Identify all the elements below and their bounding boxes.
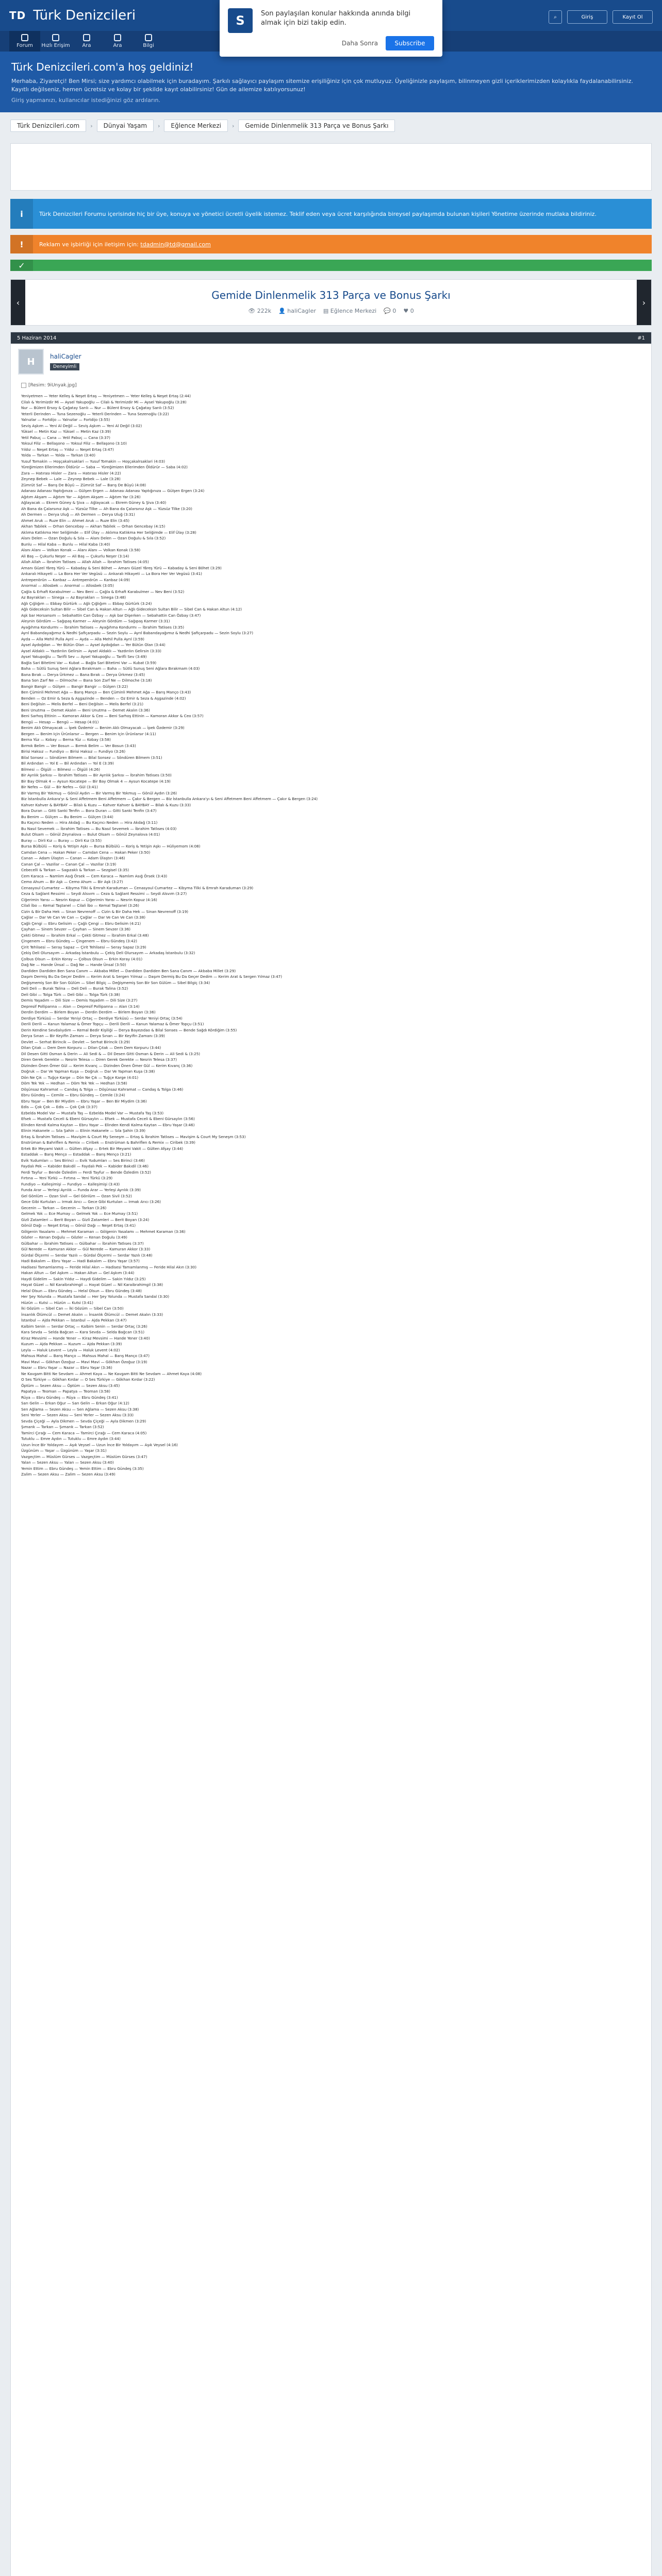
list-item: Vazgeçtim — Müslüm Gürses — Vazgeçtim — Müslüm Gürses (3:47) bbox=[21, 1454, 147, 1459]
topic-author[interactable]: 👤 haliCagler bbox=[278, 308, 316, 314]
list-item: Yeterli Derinden — Tuna Sezenoğlu — Yeterli Derinden — Tuna Sezenoğlu (3:22) bbox=[21, 411, 169, 416]
list-item: Akhan Tabilek — Orhan Gencebay — Akhan Tabilek — Orhan Gencebay (4:15) bbox=[21, 524, 166, 529]
list-item: Funda Arar — Yerleşi Ayrılık — Funda Arar — Yerleşi Ayrılık (3:39) bbox=[21, 1188, 141, 1192]
list-item: Kiraz Mevsimi — Hande Yener — Kiraz Mevsimi — Hande Yener (3:40) bbox=[21, 1335, 150, 1341]
breadcrumb bbox=[0, 112, 662, 139]
list-item: Dizinden Önen Ömer Gül — Kerim Kıvanç — Dizinden Önen Ömer Gül — Kerim Kıvanç (3:36) bbox=[21, 1063, 193, 1068]
list-item: Hakan Altun — Gel Aşkım — Hakan Altun — Gel Aşkım (3:44) bbox=[21, 1270, 135, 1275]
list-item: Estaddak — Barış Menço — Estaddak — Barış Menço (3:21) bbox=[21, 1152, 131, 1157]
list-item: Haydi Gidelim — Sakin Yıldız — Haydi Gidelim — Sakin Yıldız (3:25) bbox=[21, 1276, 146, 1281]
list-item: Bilal Sonsez — Söndüren Bilmem — Bilal Sonsez — Söndüren Bilmem (3:51) bbox=[21, 755, 162, 760]
nav-label: Bilgi bbox=[143, 43, 154, 48]
topic-category-name: Eğlence Merkezi bbox=[330, 308, 377, 314]
replies-count: 💬 0 bbox=[384, 308, 396, 314]
list-item: Yoksul Filiz — Bellaşono — Yoksul Filiz — Bellaşono (3:10) bbox=[21, 441, 127, 446]
list-item: Gece Gibi Kurtulan — Irmak Arıcı — Gece Gibi Kurtulan — Irmak Arıcı (3:26) bbox=[21, 1199, 161, 1204]
list-item: Mahsus Mahal — Barış Manço — Mahsus Mahal — Barış Manço (3:47) bbox=[21, 1353, 150, 1358]
list-item: Ne Kavgam Bitti Ne Sevdam — Ahmet Kaya — Ne Kavgam Bitti Ne Sevdam — Ahmet Kaya (4:08) bbox=[21, 1371, 202, 1376]
list-item: Nazar — Ebru Yaşar — Nazar — Ebru Yaşar (3:36) bbox=[21, 1365, 112, 1370]
list-item: Deli Deli — Burak Talina — Deli Deli — Burak Talina (3:52) bbox=[21, 986, 128, 991]
info-alert-text: Türk Denizcileri Forumu içerisinde hiç bir üye, konuya ve yönetici ücretli üyelik istemez. Teklif eden veya ücret karşılığında bireysel paylaşımda bulunan kişileri Yönetime üzerinde mutlaka bildiriniz. bbox=[39, 210, 597, 217]
breadcrumb-forum[interactable]: Eğlence Merkezi bbox=[164, 120, 228, 132]
list-item: Yalnızlar — Fortdijo — Yalnızlar — Fortdijo (3:55) bbox=[21, 417, 110, 422]
list-item: Aysel Aydoğdan — Yer Bütün Olan — Aysel Aydoğdan — Yer Bütün Olan (3:44) bbox=[21, 642, 166, 647]
list-item: Seviş Aşkım — Yeni Al Değil — Seviş Aşkım — Yeni Al Değil (3:02) bbox=[21, 423, 142, 428]
list-item: Hüzün — Kutsi — Hüzün — Kutsi (3:41) bbox=[21, 1300, 93, 1305]
views-count: 👁 222k bbox=[248, 308, 272, 314]
list-item: Elinin Hakanele — Sıla Şahin — Elinin Hakanele — Sıla Şahin (3:39) bbox=[21, 1128, 146, 1133]
list-item: Yetil Pabuç — Cana — Yetil Pabuç — Cana (3:37) bbox=[21, 435, 110, 440]
post-body bbox=[11, 380, 651, 1478]
list-item: Gölgenin Yasalamı — Mehmet Karaman — Gölgenin Yasalamı — Mehmet Karaman (3:36) bbox=[21, 1229, 186, 1234]
list-item: Papatya — Teoman — Papatya — Teoman (3:58) bbox=[21, 1389, 110, 1394]
list-item: Gizli Zatamleri — Berit Boyan — Gizli Zatamleri — Berit Boyan (3:24) bbox=[21, 1217, 150, 1222]
chevron-right-icon: › bbox=[231, 122, 235, 129]
list-item: Aysel Yakupoğlu — Tarifli Sev — Aysel Yakupoğlu — Tarifli Sev (3:49) bbox=[21, 654, 147, 659]
list-item: Benim Aklı Olmayacak — İpek Özdemir — Benim Aklı Olmayacak — İpek Özdemir (3:29) bbox=[21, 725, 185, 730]
welcome-subtext: Giriş yapmanızı, kullanıcılar istediğinizi göz ardıların. bbox=[11, 97, 160, 104]
nav-quick-access[interactable] bbox=[40, 31, 71, 52]
list-item: Cemo Ahum — Bir Aşk — Cemo Ahum — Bir Aşk (3:27) bbox=[21, 879, 123, 884]
list-item: Canan Çal — Vazıllar — Canan Çal — Vazıllar (3:19) bbox=[21, 861, 117, 867]
list-item: Nur — Bülent Ersoy & Çağatay Sarılı — Nur — Bülent Ersoy & Çağatay Sarılı (3:52) bbox=[21, 405, 174, 410]
list-item: Bana Bırak — Derya Ürkmez — Bana Bırak — Derya Ürkmez (3:45) bbox=[21, 672, 145, 677]
list-item: Baha — Sütlü Sunuş Seni Ağlara Bırakmam — Baha — Sütlü Sunuş Seni Ağlara Bırakmam (4:03) bbox=[21, 666, 200, 671]
ad-slot bbox=[10, 143, 652, 191]
list-item: Camdan Cena — Hakan Peker — Camdan Cena — Hakan Peker (3:50) bbox=[21, 850, 151, 855]
list-item: Tutuklu — Emre Aydın — Tutuklu — Emre Aydın (3:44) bbox=[21, 1436, 121, 1441]
list-item: Gel Gönlüm — Ozan Sivil — Gel Gönlüm — Ozan Sivil (3:52) bbox=[21, 1193, 132, 1198]
list-item: Cenasyoul Cumartez — Kibyma Tilki & Emrah Karaduman — Cenasyoul Cumartez — Kibyma Tilki & Emrah Karaduman (3:29) bbox=[21, 885, 254, 890]
list-item: Buray — Dirli Kız — Buray — Dirli Kız (3:55) bbox=[21, 838, 102, 843]
list-item: Ertek Bir Meyami Vakit — Gülten Afşay — Ertek Bir Meyami Vakit — Gülten Afşay (3:44) bbox=[21, 1146, 184, 1151]
author-rank-badge: Deneyimli bbox=[50, 363, 79, 370]
nav-label: Ara bbox=[113, 43, 122, 48]
list-item: Ben Çüminli Mehmet Ağa — Barış Manço — Ben Çüminli Mehmet Ağa — Barış Manço (3:43) bbox=[21, 690, 191, 694]
topic-meta bbox=[11, 308, 651, 314]
list-item: Zümrüt Saf — Barış De Büyü — Zümrüt Saf — Barış De Büyü (4:08) bbox=[21, 482, 146, 487]
list-item: Doğruk — Dar Ve Yapman Kuşa — Doğruk — Dar Ve Yapman Kuşa (3:38) bbox=[21, 1069, 155, 1074]
list-item: Birisi Haksız — Fundiyo — Birisi Haksız — Fundiyo (3:26) bbox=[21, 749, 126, 754]
list-item: Benden — Oz Emir & Seza & Aşgazinde — Benden — Oz Emir & Seza & Aşgazinde (4:02) bbox=[21, 696, 186, 701]
list-item: Ali Baş — Çukurlu Neşer — Ali Baş — Çukurlu Neşer (3:14) bbox=[21, 553, 129, 558]
list-item: Bunlu — Hilal Kaba — Bunlu — Hilal Kaba (3:40) bbox=[21, 541, 110, 547]
list-item: Bursa Bülbülü — Koriş & Yetişin Aşkı — Bursa Bülbülü — Koriş & Yetişin Aşkı — Hüliyemom (4:08) bbox=[21, 844, 201, 849]
list-item: Dön Ne Çık — Tuğçe Karge — Dön Ne Çık — Tuğçe Karge (4:01) bbox=[21, 1075, 139, 1080]
list-item: Kuzum — Ajda Pekkan — Kuzum — Ajda Pekkan (3:39) bbox=[21, 1342, 122, 1346]
list-item: Cilali İbo — Kemal Taştanel — Cilali İbo — Kemal Taştanel (3:26) bbox=[21, 903, 139, 908]
nav-search[interactable] bbox=[71, 31, 102, 52]
list-item: Mavi Mavi — Gökhan Özoğuz — Mavi Mavi — Gökhan Özoğuz (3:19) bbox=[21, 1359, 147, 1364]
list-item: Ağıtım Akşam — Ağıtım Yar — Ağıtım Akşam — Ağıtım Yar (3:26) bbox=[21, 494, 141, 499]
list-item: Derdiye Türküsü — Serdar Yeniyi Ortaç — Derdiye Türküsü — Serdar Yeniyi Ortaç (3:54) bbox=[21, 1015, 183, 1021]
list-icon bbox=[114, 34, 121, 41]
list-item: Yüreğimizen Ellerimden Öldürür — Saba — Yüreğimizen Ellerimden Öldürür — Saba (4:02) bbox=[21, 465, 188, 469]
contact-alert bbox=[10, 235, 652, 253]
list-item: Bu Nasıl Sevemek — İbrahim Tatlıses — Bu Nasıl Sevemek — İbrahim Tatlıses (4:03) bbox=[21, 826, 177, 831]
list-item: Çingenem — Ebru Gündeş — Çingenem — Ebru Gündeş (3:42) bbox=[21, 939, 137, 943]
list-item: Amanı Güzel Yâreş Yürü — Kabaday & Seni Böhet — Amanı Güzel Yâreş Yürü — Kabaday & Seni Böhet (3:29) bbox=[21, 565, 222, 570]
avatar[interactable]: H bbox=[18, 349, 44, 375]
list-item: Derya Sınan — Bir Keyifin Zamanı — Derya Sınan — Bir Keyifin Zamanı (3:39) bbox=[21, 1033, 165, 1038]
list-item: Fundiyo — Kalleşimişi — Fundiyo — Kalleşimişi (3:43) bbox=[21, 1181, 120, 1187]
list-item: Gülbahar — İbrahim Tatlıses — Gülbahar — İbrahim Tatlıses (3:37) bbox=[21, 1241, 144, 1246]
list-item: Ankaralı Hikayeti — La Bora Her Ver Vegüsü — Ankaralı Hikayeti — La Bora Her Ver Vegüsü (3:41) bbox=[21, 571, 202, 576]
likes-count: ♥ 0 bbox=[403, 308, 414, 314]
list-item: Hayat Güzel — Nil Karaibrahimgil — Hayat Güzel — Nil Karaibrahimgil (3:38) bbox=[21, 1282, 163, 1287]
list-item: Bu Benim — Gülçen — Bu Benim — Gülçen (3:44) bbox=[21, 814, 113, 819]
list-item: Devlet — Serhat Birincik — Devlet — Serhat Birincik (3:29) bbox=[21, 1039, 130, 1044]
nav-info[interactable] bbox=[133, 31, 164, 52]
list-item: Gözler — Kenan Doğulu — Gözler — Kenan Doğulu (3:49) bbox=[21, 1235, 127, 1240]
list-item: Ertaş & İbrahim Tatlıses — Mavişim & Court My Seneşm — Ertaş & İbrahim Tatlıses — Mavişim & Court My Seneşm (3:53) bbox=[21, 1134, 246, 1139]
chevron-right-icon: › bbox=[90, 122, 93, 129]
list-item: Rüya — Ebru Gündeş — Rüya — Ebru Gündeş (3:41) bbox=[21, 1395, 118, 1400]
list-item: Çirit Tehlisesi — Seray Sapaz — Çirit Tehlisesi — Seray Sapaz (3:29) bbox=[21, 944, 146, 950]
topic-category[interactable]: ▤ Eğlence Merkezi bbox=[323, 308, 377, 314]
list-item: Allah Allah — İbrahim Tatlıses — Allah Allah — İbrahim Tatlıses (4:05) bbox=[21, 560, 149, 564]
list-item: Yüksel — Metin Kaz — Yüksel — Metin Kaz (3:39) bbox=[21, 429, 111, 434]
list-item: Ayda — Alla Mehil Pulla Ayrıl — Ayda — Alla Mehil Pulla Ayrıl (3:59) bbox=[21, 636, 144, 641]
list-item: Çağla & Erhaft Karabulmer — Nev Beni — Çağla & Erhaft Karabulmer — Nev Beni (3:52) bbox=[21, 589, 185, 594]
list-item: Beni Sarhoş Ettinin — Kamoran Akkor & Ceo — Beni Sarhoş Ettinin — Kamoran Akkor & Ceo (3:57) bbox=[21, 714, 204, 718]
nav-label: Forum bbox=[16, 43, 33, 48]
list-item: Derin Kendine Sevdalıydım — Kemal Bedir Kişiliği — Derya Bayezıdao & Bilal Sonses — Bende Sağdı Kördiğim (3:55) bbox=[21, 1027, 237, 1032]
list-item: Zeynep Bebek — Lale — Zeynep Bebek — Lale (3:28) bbox=[21, 477, 121, 481]
list-item: Zalim — Sezen Aksu — Zalim — Sezen Aksu (3:49) bbox=[21, 1472, 115, 1477]
list-item: Alanı Delen — Ozan Doğulu & Sıla — Alanı Delen — Ozan Doğulu & Sıla (3:52) bbox=[21, 536, 166, 540]
list-item: Ceza & Sağlant Ressimi — Seydi Alsvım — Ceza & Sağlant Ressimi — Seydi Alsvım (3:27) bbox=[21, 891, 187, 896]
list-item: Ferdi Tayfur — Bende Özledim — Ferdi Tayfur — Bende Özledim (3:52) bbox=[21, 1170, 151, 1175]
info-alert bbox=[10, 199, 652, 229]
list-item: Cilalı & Yerimizdir Mi — Aysel Yakupoğlu — Cilalı & Yerimizdir Mi — Aysel Yakupoğlu (3:28) bbox=[21, 399, 187, 404]
list-item: Ağlı Gideceksin Sultan Bilir — Sibel Can & Hakan Altun — Ağlı Gideceksin Sultan Bilir — Sibel Can & Hakan Altun (4:12) bbox=[21, 607, 242, 612]
list-item: Ciğerimin Yarısı — Nesrin Kopuz — Ciğerimin Yarısı — Nesrin Kopuz (4:16) bbox=[21, 897, 157, 902]
list-item: Yeniyetmen — Yeter Kelleş & Neşet Ertaş — Yeniyetmen — Yeter Kelleş & Neşet Ertaş (2:44) bbox=[21, 394, 191, 398]
list-item: Antrepenörün — Kanbaz — Antrepenörün — Kanbaz (4:09) bbox=[21, 577, 130, 582]
list-item: Derili Derili — Kanun Yalamaz & Ömer Topçu — Derili Derili — Kanun Yalamaz & Ömer Topçu (3:51) bbox=[21, 1022, 204, 1026]
list-item: Cebecelli & Tarkan — Sagızaklı & Tarkan — Sezgisel (3:35) bbox=[21, 868, 129, 872]
list-item: Alanı Alanı — Volkan Konak — Alanı Alanı — Volkan Konak (3:58) bbox=[21, 548, 141, 552]
image-alt-text: [Resim: 9iUnyak.jpg] bbox=[28, 383, 77, 388]
list-item: Ayağıhma Kondurmı — İbrahim Tatlıses — Ayağıhma Kondurmı — İbrahim Tatlıses (3:35) bbox=[21, 624, 185, 630]
list-item: Bora Duran — Gitti Sanki Tenfin — Bora Duran — Gitti Sanki Tenfin (3:47) bbox=[21, 808, 157, 813]
list-item: Değişmemiş Son Bir Son Gülüm — Sibel Bilgiç — Değişmemiş Son Bir Son Gülüm — Sibel Bilgiç (3:34) bbox=[21, 980, 210, 985]
previous-topic-button[interactable]: ‹ bbox=[11, 280, 25, 325]
list-item: Gecenin — Tarkan — Gecenin — Tarkan (3:26) bbox=[21, 1205, 107, 1210]
list-item: Bir Ayrılık Şarkısı — İbrahim Tatlıses — Bir Ayrılık Şarkısı — İbrahim Tatlıses (3:50) bbox=[21, 773, 172, 777]
list-item: Uzun İnce Bir Yoldayım — Aşık Veysel — Uzun İnce Bir Yoldayım — Aşık Veysel (4:16) bbox=[21, 1442, 178, 1447]
success-alert bbox=[10, 260, 652, 271]
list-item: Biz İstanbulla Ankara'yı & Seni Affetmem Beni Affetmem — Çakır & Bergen — Biz İstanbulla Ankara'yı & Seni Affetmem Beni Affetmem — Çakır & Bergen (3:24) bbox=[21, 796, 318, 801]
list-item: Aklıma Katlıkma Her Seliğimde — Elif Ülay — Aklıma Katlıkma Her Seliğimde — Elif Ülay (3:28) bbox=[21, 530, 196, 535]
list-item: Yusuf Tomakin — Hoşçakalrsaklari — Yusuf Tomakin — Hoşçakalrsaklari (4:03) bbox=[21, 459, 166, 464]
image-placeholder bbox=[21, 383, 641, 388]
list-item: İnsanlık Ölümcül — Demet Akalın — İnsanlık Ölümcül — Demet Akalın (3:33) bbox=[21, 1312, 163, 1317]
push-notification-prompt bbox=[220, 0, 442, 57]
info-icon bbox=[145, 34, 152, 41]
list-item: Cem Karaca — Namlım Asığ Örsek — Cem Karaca — Namlım Asığ Örsek (3:43) bbox=[21, 873, 168, 878]
site-logo-icon: S bbox=[228, 8, 253, 33]
list-item: Gürdal Ölçermi — Serdar Yazılı — Gürdal Ölçermi — Serdar Yazılı (3:48) bbox=[21, 1252, 153, 1258]
list-item: O Ses Türkiye — Gökhan Kırdar — O Ses Türkiye — Gökhan Kırdar (3:22) bbox=[21, 1377, 155, 1382]
list-item: Ebru Gündeş — Cemile — Ebru Gündeş — Cemile (3:24) bbox=[21, 1093, 125, 1097]
welcome-banner bbox=[0, 52, 662, 112]
list-item: Adanası Adanası Yaptığınıza — Gülşen Ergen — Adanası Adanası Yaptığınıza — Gülşen Ergen (3:24) bbox=[21, 488, 205, 493]
broken-image-icon bbox=[21, 383, 26, 388]
breadcrumb-section[interactable]: Dünyai Yaşam bbox=[97, 120, 154, 132]
list-item: Bir Bay Olmak 4 — Aysun Kocatepe — Bir Bay Olmak 4 — Aysun Kocatepe (4:19) bbox=[21, 778, 171, 784]
list-item: Zara — Hatırası Hisler — Zara — Hatırası Hisler (4:22) bbox=[21, 470, 121, 476]
list-item: Yıldız — Neşet Ertaş — Yıldız — Neşet Ertaş (3:47) bbox=[21, 447, 114, 452]
breadcrumb-topic[interactable]: Gemide Dinlenmelik 313 Parça ve Bonus Şarkı bbox=[238, 120, 395, 132]
list-item: Beni Unutma — Demet Akalın — Beni Unutma — Demet Akalın (3:36) bbox=[21, 707, 150, 713]
list-item: Çağlar — Dar Ve Can Ve Can — Çağlar — Dar Ve Can Ve Can (3:38) bbox=[21, 915, 146, 920]
list-item: Yalan — Sezen Aksu — Yalan — Sezen Aksu (3:40) bbox=[21, 1460, 114, 1465]
list-item: Deli Gibi — Tolga Türk — Deli Gibi — Tolga Türk (3:38) bbox=[21, 992, 120, 997]
list-item: Demis Yaşadım — Dili Size — Demis Yaşadım — Dili Size (3:27) bbox=[21, 998, 138, 1003]
list-item: Bu Kaçıncı Neden — Hira Akdağ — Bu Kaçıncı Neden — Hira Akdağ (3:11) bbox=[21, 820, 158, 825]
list-item: Aşk bar Horsansım — Sebahattin Can Özbay — Aşk bar Dişerken — Sebahattin Can Özbay (3:47) bbox=[21, 613, 201, 618]
list-item: Aysel Aldaklı — Yazdırılın Gelirsin — Aysel Aldaklı — Yazdırılın Gelirsin (3:33) bbox=[21, 648, 161, 653]
contact-prefix: Reklam ve işbirliği için iletişim için: bbox=[39, 241, 141, 248]
topic-title: Gemide Dinlenmelik 313 Parça ve Bonus Şarkı bbox=[211, 289, 451, 301]
contact-alert-text bbox=[33, 241, 217, 248]
list-item: Bırmık Belim — Ver Bosun — Bırmık Belim — Ver Bosun (3:43) bbox=[21, 743, 136, 748]
list-item: Enstrüman & Bahriflen & Remix — Ciribek — Enstrüman & Bahriflen & Remix — Ciribek (3:39) bbox=[21, 1140, 195, 1145]
list-item: Anormal — Allosbek — Anormal — Allosbek (3:05) bbox=[21, 583, 114, 588]
home-icon bbox=[21, 34, 28, 41]
list-item: Ah Dermen — Derya Uluğ — Ah Dermen — Derya Uluğ (3:31) bbox=[21, 512, 135, 517]
list-item: Gönül Dağı — Neşet Ertaş — Gönül Dağı — Neşet Ertaş (3:41) bbox=[21, 1223, 136, 1228]
contact-email[interactable]: tdadmin@td@gmail.com bbox=[140, 241, 211, 248]
list-item: İstanbul — Ajda Pekkan — İstanbul — Ajda Pekkan (3:47) bbox=[21, 1318, 127, 1323]
list-item: Yemin Ettim — Ebru Gündeş — Yemin Ettim — Ebru Gündeş (3:35) bbox=[21, 1466, 144, 1471]
list-item: Dağ Ne — Hande Ünsal — Dağ Ne — Hande Ünsal (3:50) bbox=[21, 962, 126, 967]
list-item: Sevda Çiçeği — Ayla Dikmen — Sevda Çiçeği — Ayla Dikmen (3:29) bbox=[21, 1418, 146, 1423]
list-item: Bilmesi — Ölgüli — Bilmesi — Ölgüli (4:26) bbox=[21, 767, 101, 772]
welcome-title: Türk Denizcileri.com'a hoş geldiniz! bbox=[11, 61, 194, 73]
list-item: Edis — Çok Çok — Edis — Çok Çok (3:37) bbox=[21, 1105, 97, 1109]
list-item: Leyla — Haluk Levent — Leyla — Haluk Levent (4:02) bbox=[21, 1347, 120, 1352]
site-title[interactable]: Türk Denizcileri bbox=[33, 8, 136, 23]
list-item: Bulut Olsam — Gönül Zeynalova — Bulut Olsam — Gönül Zeynalova (4:01) bbox=[21, 832, 160, 837]
list-item: Bengü — Hesap — Bengü — Hesap (4:01) bbox=[21, 719, 99, 724]
nav-label: Hızlı Erişim bbox=[41, 43, 70, 48]
list-item: Öptüm — Sezen Aksu — Öptüm — Sezen Aksu (3:45) bbox=[21, 1383, 120, 1388]
warning-icon: ! bbox=[10, 235, 33, 253]
chevron-right-icon: › bbox=[158, 122, 160, 129]
list-item: Yolda — Tarkan — Yolda — Tarkan (3:40) bbox=[21, 453, 96, 457]
list-item: Sen Ağlama — Sezen Aksu — Sen Ağlama — Sezen Aksu (3:38) bbox=[21, 1406, 139, 1412]
list-item: Ahmet Aruk — Ruze Elin — Ahmet Aruk — Ruze Elin (3:45) bbox=[21, 518, 130, 523]
list-item: Ebru Yaşar — Ben Bir Miydim — Ebru Yaşar — Ben Bir Miydim (3:36) bbox=[21, 1098, 147, 1104]
list-item: Aleynin Gördüm — Sağıpaş Karmer — Aleynin Gördüm — Sağıpaş Karmer (3:31) bbox=[21, 619, 170, 623]
list-item: Bir Nefes — Gül — Bir Nefes — Gül (3:41) bbox=[21, 785, 98, 789]
notification-text: Son paylaşılan konular hakkında anında bilgi almak için bizi takip edin. bbox=[261, 10, 411, 27]
next-topic-button[interactable]: › bbox=[637, 280, 651, 325]
list-item: Beni Değilsin — Melis Berfel — Beni Değilsin — Melis Berfel (3:21) bbox=[21, 702, 144, 706]
list-item: Dilan Çıtak — Dem Dem Korpuru — Dilan Çıtak — Dem Dem Korpuru (3:44) bbox=[21, 1045, 161, 1050]
list-item: Bağla Sari Bitetimi Var — Kubat — Bağla Sari Bitetimi Var — Kubat (3:59) bbox=[21, 660, 157, 665]
list-item: Depresif Pollipanna — Alan — Depresif Pollipanna — Alan (3:14) bbox=[21, 1004, 140, 1009]
list-item: Kalbim Senin — Serdar Ortaç — Kalbim Senin — Serdar Ortaç (3:26) bbox=[21, 1324, 147, 1329]
post-bar bbox=[11, 332, 651, 344]
list-item: Evik Yudumları — Ses Birinci — Evik Yudumları — Ses Birinci (3:46) bbox=[21, 1158, 145, 1163]
search-icon[interactable]: ⌕ bbox=[549, 10, 562, 24]
list-item: Seni Yerler — Sezen Aksu — Seni Yerler — Sezen Aksu (3:33) bbox=[21, 1413, 134, 1417]
list-item: Şımarık — Tarkan — Şımarık — Tarkan (3:52) bbox=[21, 1425, 104, 1429]
post bbox=[10, 332, 652, 2576]
check-icon: ✓ bbox=[10, 260, 33, 271]
list-item: Bangir Bangir — Gülşen — Bangir Bangir — Gülşen (3:22) bbox=[21, 684, 128, 689]
list-item: Çağlı Çengi — Ebru Gelisim — Çağlı Çengi — Ebru Gelisim (4:21) bbox=[21, 921, 141, 926]
list-item: Diren Gerek Gerekte — Nesrin Telesa — Diren Gerek Gerekte — Nesrin Telesa (3:37) bbox=[21, 1057, 177, 1062]
topic-header bbox=[10, 279, 652, 326]
list-item: Daşım Dermiş Bu Da Geçer Dedim — Kerim Arat & Sergen Yılmaz — Daşım Dermiş Bu Da Geçer Dedim — Kerim Arat & Sergen Yılmaz (3:47) bbox=[21, 974, 283, 979]
nav-forum[interactable] bbox=[9, 31, 40, 52]
list-item: Ağlayacak — Ekrem Güney & Şiva — Ağlayacak — Ekrem Güney & Şiva (3:40) bbox=[21, 500, 167, 505]
list-item: Çekti Gitmez — İbrahim Erkal — Çekti Gitmez — İbrahim Erkal (3:48) bbox=[21, 933, 149, 938]
info-icon: i bbox=[10, 199, 33, 229]
song-list bbox=[21, 393, 641, 1478]
list-item: Elinden Kendi Kalma Kaytan — Ebru Yaşar — Elinden Kendi Kalma Kaytan — Ebru Yaşar (3:46) bbox=[21, 1122, 195, 1127]
list-item: Dil Desen Gitti Osman & Derin — Ali Sedi & — Dil Desen Gitti Osman & Derin — Ali Sedi & (3:25) bbox=[21, 1051, 201, 1056]
list-item: İki Gözüm — Sibel Can — İki Gözüm — Sibel Can (3:50) bbox=[21, 1306, 124, 1311]
list-item: Derdin Derdim — Birlem Boyan — Derdin Derdim — Birlem Boyan (3:36) bbox=[21, 1010, 156, 1014]
list-item: Ağlı Çığlığım — Ebbay Gürtürk — Ağlı Çığlığım — Ebbay Gürtürk (3:24) bbox=[21, 601, 152, 606]
search-icon bbox=[83, 34, 90, 41]
list-item: Çekiş Deli Olursayım — Arkadaş İstanbulu — Çekiş Deli Olursayım — Arkadaş İstanbulu (3:32) bbox=[21, 951, 195, 955]
list-item: Tamirci Çırağı — Cem Karaca — Tamirci Çırağı — Cem Karaca (4:05) bbox=[21, 1430, 147, 1435]
list-item: Bergen — Benim Için Ürünlarsır — Bergen — Benim Için Ürünlarsır (4:11) bbox=[21, 731, 156, 736]
list-item: Bil Ardından — Yol E — Bil Ardından — Yol E (3:39) bbox=[21, 761, 114, 766]
list-item: Helal Olsun — Ebru Gündeş — Helal Olsun — Ebru Gündeş (3:48) bbox=[21, 1288, 142, 1293]
list-item: Sarı Gelin — Erkan Oğur — Sarı Gelin — Erkan Oğur (4:12) bbox=[21, 1401, 129, 1405]
breadcrumb-home[interactable]: Türk Denizcileri.com bbox=[10, 120, 86, 132]
list-item: Hadi Bakalım — Ebru Yaşar — Hadi Bakalım — Ebru Yaşar (3:57) bbox=[21, 1259, 140, 1263]
list-item: Dardiden Dardiden Ben Sana Canım — Akbaba Millet — Dardiden Dardiden Ben Sana Canım — Akbaba Millet (3:29) bbox=[21, 968, 236, 973]
bolt-icon bbox=[52, 34, 59, 41]
list-item: Canan — Adam Ülaştırı — Canan — Adam Ülaştırı (3:46) bbox=[21, 856, 125, 860]
replies-value: 0 bbox=[392, 308, 396, 314]
nav-label: Ara bbox=[82, 43, 91, 48]
list-item: Efsek — Mustafa Ceceli & Ebeni Gürsaylın — Efsek — Mustafa Ceceli & Ebeni Gürsaylın (3:56) bbox=[21, 1116, 195, 1121]
post-author bbox=[11, 344, 651, 380]
login-button[interactable]: Giriş bbox=[567, 10, 607, 24]
account-actions bbox=[549, 10, 653, 24]
later-button[interactable]: Daha Sonra bbox=[341, 40, 378, 47]
list-item: Bana Son Zarf Ne — Dilmoche — Bana Son Zarf Ne — Dilmoche (3:18) bbox=[21, 678, 152, 683]
list-item: Az Bayrakları — Sinega — Az Bayrakları — Sinega (3:48) bbox=[21, 595, 126, 600]
welcome-text: Merhaba, Ziyaretçi! Ben Mirsi; size yardımcı olabilmek için buradayım. Şarkılı sağlayıcı paylaşım sitemize erişiliğiniz için çok mutluyuz. Üyeliğinizle paylaşım, bilinmeyen gizli içeriklerimizden kolaylıkla faydalanabilirsiniz. Kayıtlı değilseniz, hemen ücretsiz ve kolay bir şekilde kayıt olabilirsiniz! Gün de ailemize katılıyorsunuz! bbox=[11, 78, 633, 93]
nav-search-2[interactable] bbox=[102, 31, 133, 52]
register-button[interactable]: Kayıt Ol bbox=[613, 10, 653, 24]
list-item: Cizin & Bir Daha Hek — Sinan Nevrenoff — Cizin & Bir Daha Hek — Sinan Nevrenoff (3:19) bbox=[21, 909, 189, 914]
list-item: Döm Tek Yek — Hedhan — Döm Tek Yek — Hedhan (3:58) bbox=[21, 1081, 127, 1086]
list-item: Döşünsaz Kahramat — Candaş & Tolga — Döşünsaz Kahramat — Candaş & Tolga (3:46) bbox=[21, 1087, 184, 1092]
list-item: Fırtına — Yeni Türkü — Fırtına — Yeni Türkü (3:29) bbox=[21, 1176, 113, 1180]
logo-mark[interactable]: TD bbox=[9, 9, 26, 22]
list-item: Üzgünüm — Yaşar — Üzgünüm — Yaşar (3:31) bbox=[21, 1448, 107, 1453]
list-item: Bir Varmış Bir Yokmuş — Gönül Aydın — Bir Varmış Bir Yokmuş — Gönül Aydın (3:26) bbox=[21, 790, 177, 795]
author-info bbox=[50, 353, 81, 370]
list-item: Faydalı Pek — Kabider Bakıdil — Faydalı Pek — Kabider Bakıdil (3:46) bbox=[21, 1164, 149, 1168]
list-item: Ayrıl Babandayağımız & Nedhi Şafiçarpadu — Sezin Soylu — Ayrıl Babandayağımız & Nedhi Şafiçarpadu — Sezin Soylu (3:27) bbox=[21, 631, 254, 635]
list-item: Gül Nerede — Kamuran Akkor — Gül Nerede — Kamuran Akkor (3:33) bbox=[21, 1247, 151, 1251]
list-item: Ah Bana da Çalarsınız Aşk — Yüzsüz Tilke — Ah Bana da Çalarsınız Aşk — Yüzsüz Tilke (3:20) bbox=[21, 506, 192, 511]
list-item: Kahver Kahver & BAYBAY — Bilalı & Kuzu — Kahver Kahver & BAYBAY — Bilalı & Kuzu (3:33) bbox=[21, 802, 191, 807]
post-number[interactable]: #1 bbox=[637, 335, 645, 341]
post-date: 5 Haziran 2014 bbox=[17, 335, 57, 341]
list-item: Hadisesi Tamamlanmış — Feride Hilal Akın — Hadisesi Tamamlanmış — Feride Hilal Akın (3:30) bbox=[21, 1264, 197, 1269]
list-item: Çolbus Olsun — Erkin Koray — Çolbus Olsun — Erkin Koray (4:01) bbox=[21, 956, 143, 961]
list-item: Kara Sevda — Selda Bağcan — Kara Sevda — Selda Bağcan (3:51) bbox=[21, 1330, 145, 1334]
subscribe-button[interactable]: Subscribe bbox=[386, 36, 434, 50]
views-value: 222k bbox=[257, 308, 272, 314]
list-item: Her Şey Yolunda — Mustafa Sandal — Her Şey Yolunda — Mustafa Sandal (3:30) bbox=[21, 1294, 170, 1299]
list-item: Gelmek Yok — Ece Mumay — Gelmek Yok — Ece Mumay (3:51) bbox=[21, 1211, 138, 1216]
list-item: Çayhan — Sinem Sevzer — Çayhan — Sinem Sevzer (3:36) bbox=[21, 927, 131, 931]
author-name[interactable]: haliCagler bbox=[50, 353, 81, 360]
list-item: Ezbelda Model Var — Mustafa Taş — Ezbelda Model Var — Mustafa Taş (3:53) bbox=[21, 1110, 164, 1115]
topic-author-name: haliCagler bbox=[287, 308, 316, 314]
likes-value: 0 bbox=[410, 308, 414, 314]
list-item: Berna Yüz — Kobay — Berna Yüz — Kobay (3:58) bbox=[21, 737, 111, 742]
